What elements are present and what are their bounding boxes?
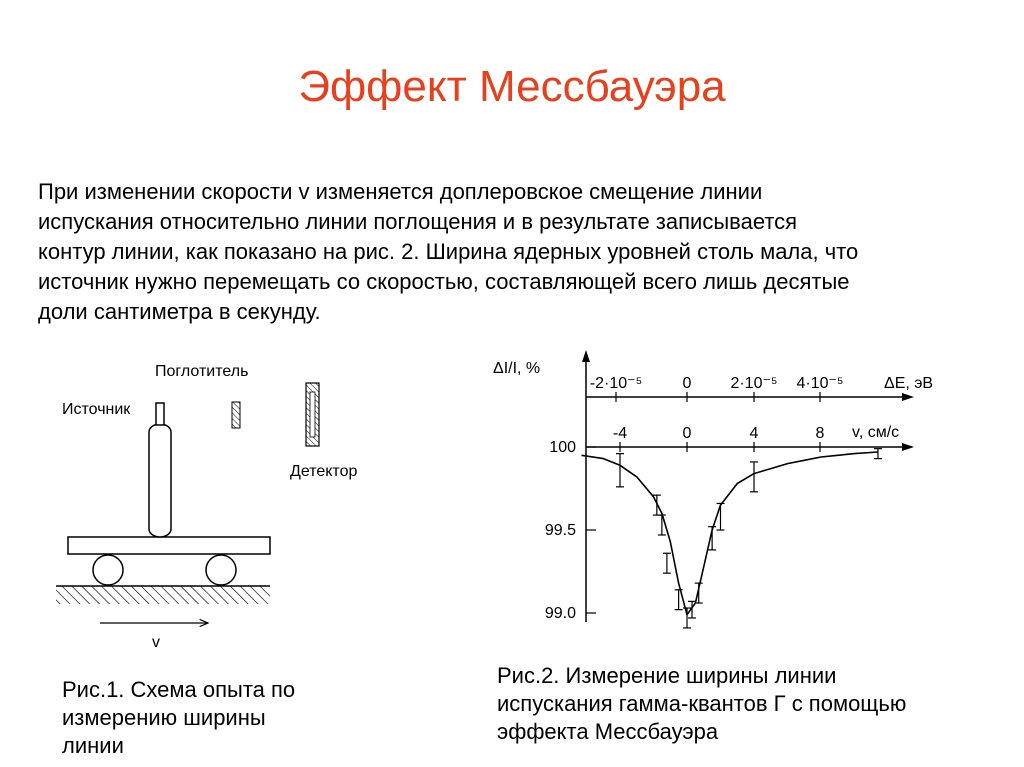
- caption-line: испускания гамма-квантов Г с помощью: [497, 691, 907, 716]
- energy-tick-label: 2·10⁻⁵: [730, 375, 778, 392]
- velocity-tick-label: 0: [682, 425, 692, 442]
- energy-tick-label: 0: [682, 375, 692, 392]
- energy-tick-label: 4·10⁻⁵: [796, 375, 844, 392]
- paragraph-line: При изменении скорости v изменяется доплеровское смещение линии: [38, 179, 763, 204]
- plot-area: [582, 449, 882, 628]
- error-bar: [874, 449, 882, 459]
- y-tick-label: 100: [549, 439, 576, 456]
- figure2-caption: [497, 662, 906, 746]
- caption-line: линии: [62, 733, 124, 758]
- energy-tick-label: -2·10⁻⁵: [589, 375, 643, 392]
- y-axis-arrow: [582, 350, 590, 362]
- y-tick-label: 99.5: [544, 522, 576, 539]
- paragraph-line: источник нужно перемещать со скоростью, составляющей всего лишь десятые: [38, 269, 850, 294]
- slide-title: Эффект Мессбауэра: [298, 62, 726, 111]
- error-bar: [616, 454, 624, 487]
- velocity-axis-arrow: [902, 443, 914, 451]
- error-bar: [717, 503, 725, 530]
- paragraph-line: испускания относительно линии поглощения и в результате записывается: [38, 209, 798, 234]
- velocity-tick-label: 8: [815, 425, 825, 442]
- error-bar: [663, 553, 671, 573]
- caption-line: Рис.2. Измерение ширины линии: [497, 663, 837, 688]
- spectrum-curve: [582, 452, 879, 615]
- paragraph-line: доли сантиметра в секунду.: [38, 299, 321, 324]
- caption-line: эффекта Мессбауэра: [497, 719, 719, 744]
- velocity-axis-label: v, см/с: [852, 424, 900, 441]
- paragraph-line: контур линии, как показано на рис. 2. Ширина ядерных уровней столь мала, что: [38, 239, 859, 264]
- y-axis-label: ΔI/I, %: [493, 360, 541, 377]
- source-label: Источник: [62, 401, 131, 418]
- caption-line: Рис.1. Схема опыта по: [62, 677, 296, 702]
- velocity-tick-label: -4: [612, 425, 628, 442]
- caption-line: измерению ширины: [62, 705, 266, 730]
- y-tick-label: 99.0: [544, 605, 576, 622]
- absorber-label: Поглотитель: [155, 363, 249, 380]
- velocity-label: v: [152, 634, 160, 651]
- energy-axis-label: ΔE, эВ: [884, 375, 934, 392]
- detector-label: Детектор: [290, 463, 358, 480]
- error-bar: [708, 527, 716, 550]
- error-bar: [750, 462, 758, 492]
- energy-axis-arrow: [902, 393, 914, 401]
- velocity-tick-label: 4: [749, 425, 759, 442]
